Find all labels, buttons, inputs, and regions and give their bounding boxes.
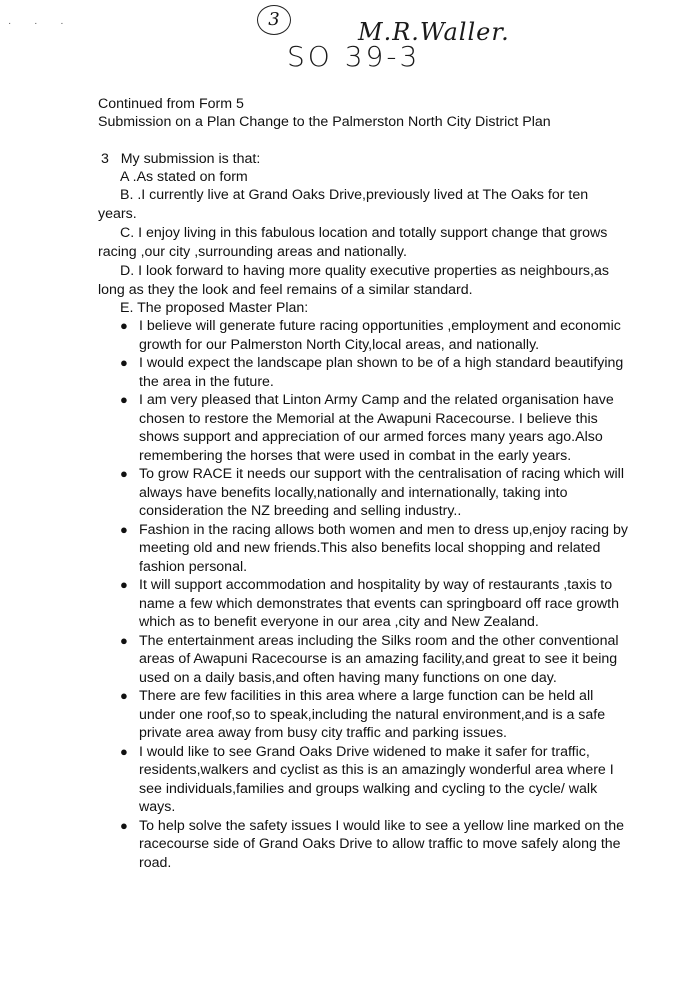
- header-line-2: Submission on a Plan Change to the Palmerston North City District Plan: [98, 114, 551, 130]
- bullet-dot-icon: ●: [120, 743, 128, 759]
- submission-intro: 3 My submission is that:: [101, 151, 261, 167]
- bullet-dot-icon: ●: [120, 521, 128, 537]
- point-e: E. The proposed Master Plan:: [120, 300, 309, 316]
- point-b: [98, 186, 588, 223]
- bullet-line: which as to benefit everyone in our area ,city and New Zealand.: [139, 614, 539, 630]
- point-d: [98, 262, 609, 299]
- bullet-line: used on a daily basis,and often having many functions on one day.: [139, 669, 557, 686]
- bullet-dot-icon: ●: [120, 355, 128, 370]
- bullet-line: I am very pleased that Linton Army Camp and the related organisation have: [139, 392, 614, 408]
- bullet-line: I believe will generate future racing opportunities ,employment and economic: [139, 318, 621, 334]
- bullet-dot-icon: ●: [120, 817, 128, 833]
- bullet-line: road.: [139, 854, 172, 871]
- bullet-line: It will support accommodation and hospitality by way of restaurants ,taxis to: [139, 577, 613, 593]
- bullet-line: fashion personal.: [139, 558, 248, 575]
- bullet-item: [118, 391, 614, 465]
- bullet-line: areas of Awapuni Racecourse is an amazing facility,and great to see it being: [139, 651, 618, 667]
- handwritten-name: M.R.Waller.: [358, 18, 510, 46]
- bullet-line: I would like to see Grand Oaks Drive widened to make it safer for traffic,: [139, 743, 590, 760]
- bullet-item: [118, 576, 620, 632]
- bullet-line: Fashion in the racing allows both women and men to dress up,enjoy racing by: [139, 521, 628, 538]
- point-c-line-1: C. I enjoy living in this fabulous location and totally support change that grows: [120, 225, 608, 241]
- bullet-item: [118, 317, 621, 354]
- bullet-line: To grow RACE it needs our support with the centralisation of racing which will: [139, 466, 624, 482]
- bullet-item: [118, 743, 614, 817]
- bullet-line: ways.: [139, 799, 176, 815]
- handwritten-reference: SO 39-3: [287, 40, 421, 73]
- bullet-line: see individuals,families and groups walking and cycling to the cycle/ walk: [139, 780, 598, 797]
- bullet-line: meeting old and new friends.This also benefits local shopping and related: [139, 540, 601, 556]
- scan-specks: · · ·: [8, 18, 74, 29]
- point-b-line-1: B. .I currently live at Grand Oaks Drive,previously lived at The Oaks for ten: [120, 187, 589, 203]
- point-d-line-2: long as they the look and feel remains of a similar standard.: [98, 281, 473, 298]
- bullet-dot-icon: ●: [120, 577, 128, 592]
- bullet-item: [118, 521, 628, 577]
- bullet-dot-icon: ●: [120, 632, 128, 648]
- bullet-line: under one roof,so to speak,including the natural environment,and is a safe: [139, 706, 606, 723]
- bullet-dot-icon: ●: [120, 318, 128, 333]
- bullet-line: I would expect the landscape plan shown to be of a high standard beautifying: [139, 355, 624, 371]
- point-a: A .As stated on form: [120, 169, 248, 185]
- master-plan-bullet-list: [118, 317, 628, 872]
- bullet-dot-icon: ●: [120, 688, 128, 703]
- bullet-line: There are few facilities in this area where a large function can be held all: [139, 688, 594, 704]
- bullet-line: racecourse side of Grand Oaks Drive to allow traffic to move safely along the: [139, 836, 621, 852]
- bullet-line: name a few which demonstrates that events can springboard off race growth: [139, 595, 620, 612]
- circled-page-number: 3: [257, 5, 291, 35]
- bullet-line: shows support and appreciation of our armed forces many years ago.Also: [139, 429, 603, 445]
- bullet-line: To help solve the safety issues I would like to see a yellow line marked on the: [139, 817, 624, 834]
- bullet-line: private area away from busy city traffic and parking issues.: [139, 725, 507, 741]
- bullet-item: [118, 354, 624, 391]
- bullet-line: always have benefits locally,nationally and internationally, taking into: [139, 484, 568, 501]
- bullet-item: [118, 817, 624, 873]
- bullet-item: [118, 687, 608, 743]
- point-c-line-2: racing ,our city ,surrounding areas and nationally.: [98, 243, 407, 260]
- bullet-line: remembering the horses that were used in combat in the early years.: [139, 447, 572, 464]
- bullet-item: [118, 632, 619, 688]
- bullet-line: chosen to restore the Memorial at the Awapuni Racecourse. I believe this: [139, 410, 598, 427]
- point-b-line-2: years.: [98, 205, 137, 222]
- bullet-line: The entertainment areas including the Silks room and the other conventional: [139, 632, 619, 649]
- bullet-line: growth for our Palmerston North City,local areas, and nationally.: [139, 336, 540, 353]
- header-line-1: Continued from Form 5: [98, 96, 244, 112]
- point-d-line-1: D. I look forward to having more quality executive properties as neighbours,as: [120, 263, 609, 279]
- bullet-line: the area in the future.: [139, 373, 274, 390]
- bullet-line: consideration the NZ breeding and selling industry..: [139, 503, 462, 519]
- point-c: [98, 224, 607, 261]
- bullet-item: [118, 465, 624, 521]
- bullet-dot-icon: ●: [120, 466, 128, 481]
- bullet-line: residents,walkers and cyclist as this is an amazingly wonderful area where I: [139, 762, 614, 778]
- bullet-dot-icon: ●: [120, 392, 128, 407]
